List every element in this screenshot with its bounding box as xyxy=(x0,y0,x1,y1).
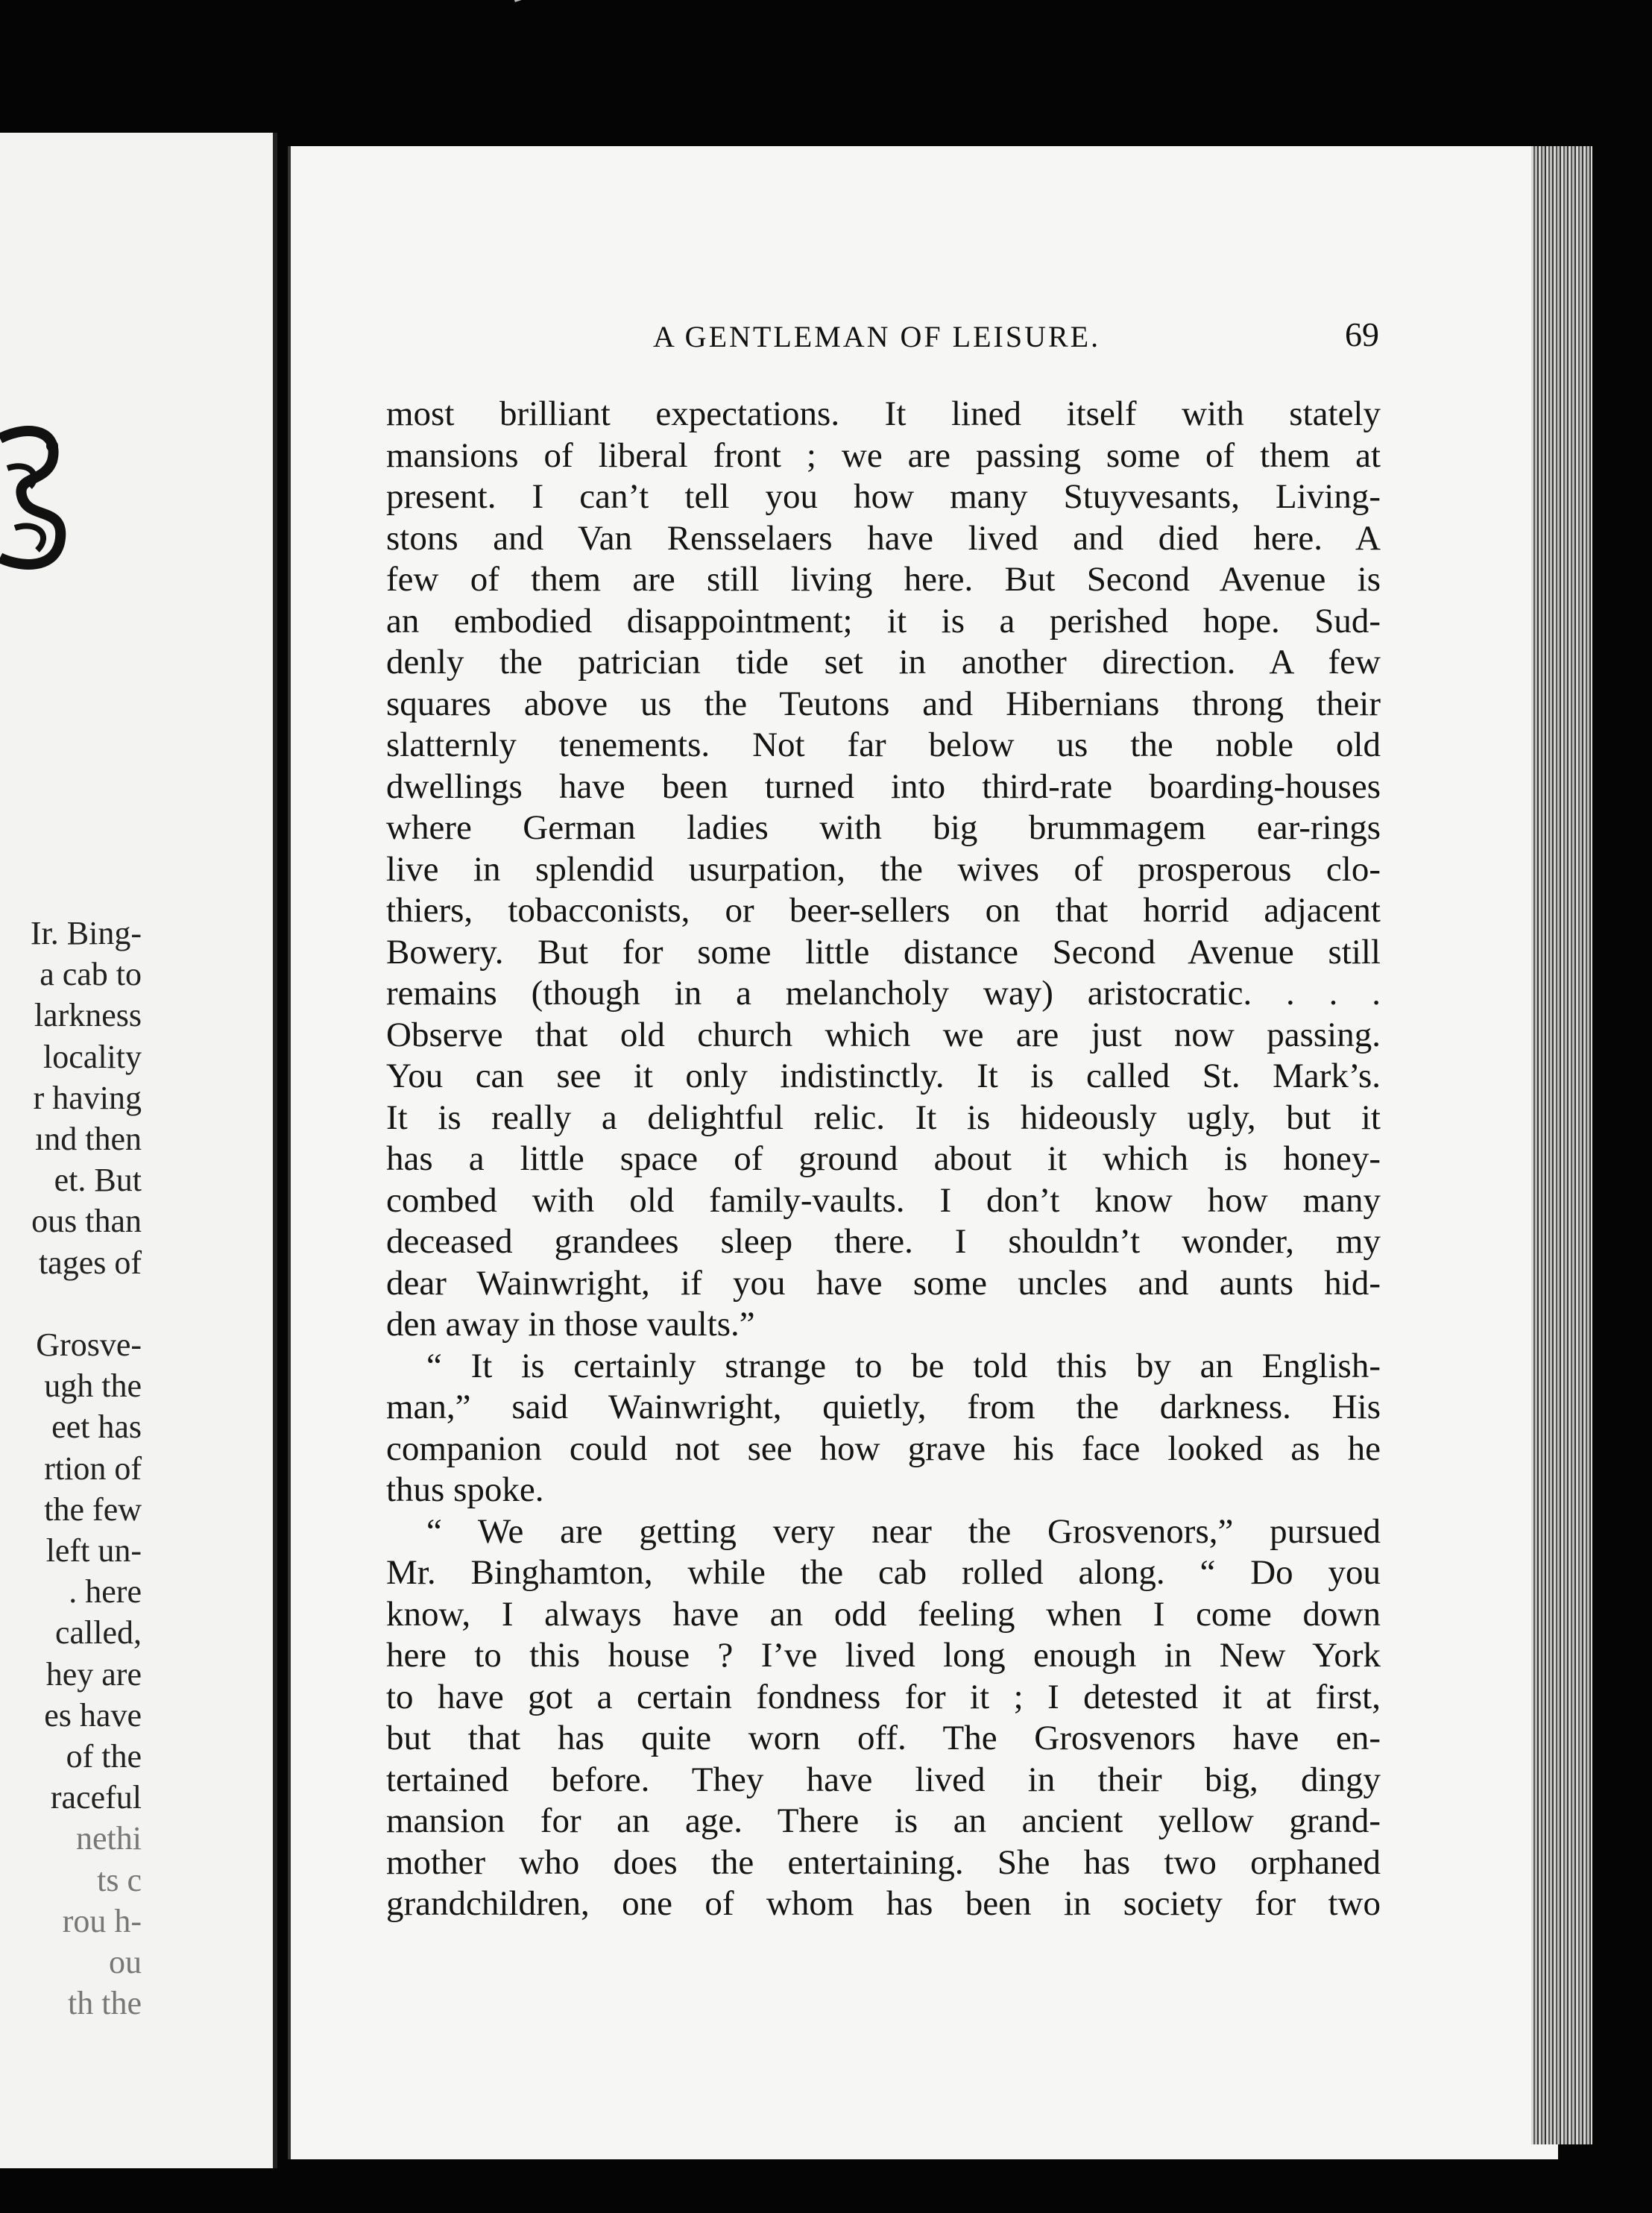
text-line: where German ladies with big brummagem ear-rings xyxy=(386,808,1381,847)
left-fragment: tages of xyxy=(38,1244,142,1281)
left-fragment: the few xyxy=(44,1490,142,1528)
text-line: Observe that old church which we are just now passing. xyxy=(386,1015,1381,1054)
left-fragment: ugh the xyxy=(44,1367,142,1405)
left-fragment xyxy=(0,1283,273,1324)
text-line: thus spoke. xyxy=(386,1470,544,1509)
running-head: A GENTLEMAN OF LEISURE. xyxy=(653,320,1101,353)
left-fragment: et. But xyxy=(54,1162,142,1199)
left-fragment: Ir. Bing- xyxy=(30,915,142,951)
left-fragment: Grosve- xyxy=(36,1326,142,1364)
text-line: live in splendid usurpation, the wives of prosperous clo- xyxy=(386,849,1381,889)
text-line: slatternly tenements. Not far below us the noble old xyxy=(386,725,1381,764)
left-page xyxy=(0,133,277,2168)
left-fragment: called, xyxy=(54,1614,142,1652)
text-line: thiers, tobacconists, or beer-sellers on that horrid adjacent xyxy=(386,891,1381,930)
left-fragment: ınd then xyxy=(35,1121,142,1158)
text-line: tertained before. They have lived in their big, dingy xyxy=(386,1760,1381,1799)
left-fragment: r having xyxy=(33,1079,142,1116)
left-fragment: th the xyxy=(68,1985,142,2022)
text-line: dear Wainwright, if you have some uncles and aunts hid- xyxy=(386,1263,1381,1303)
left-fragment: ous than xyxy=(31,1203,142,1240)
text-line: dwellings have been turned into third-rate boarding-houses xyxy=(386,766,1381,806)
left-fragment: left un- xyxy=(45,1532,142,1570)
text-line: den away in those vaults.” xyxy=(386,1305,755,1344)
left-fragment: ts c xyxy=(97,1861,142,1898)
left-fragment: eet has xyxy=(51,1408,142,1446)
text-line: most brilliant expectations. It lined itself with stately xyxy=(386,394,1381,433)
text-line: stons and Van Rensselaers have lived and died here. A xyxy=(386,518,1381,558)
left-fragment: nethi xyxy=(76,1820,142,1857)
text-line: here to this house ? I’ve lived long enough in New York xyxy=(386,1636,1381,1675)
text-line: mother who does the entertaining. She has two orphaned xyxy=(386,1842,1381,1882)
page-edges xyxy=(1531,146,1592,2144)
ornamental-initial-fragment xyxy=(0,416,75,588)
left-fragment: locality xyxy=(43,1038,142,1075)
left-fragment: larkness xyxy=(34,997,142,1034)
left-fragment: raceful xyxy=(50,1779,142,1816)
left-page-text-fragments xyxy=(0,913,273,2024)
text-line: Bowery. But for some little distance Second Avenue still xyxy=(386,932,1381,972)
text-line: has a little space of ground about it which is honey- xyxy=(386,1139,1381,1178)
text-line: mansions of liberal front ; we are passing some of them at xyxy=(386,435,1381,475)
text-line: mansion for an age. There is an ancient yellow grand- xyxy=(386,1801,1381,1840)
text-line: It is really a delightful relic. It is hideously ugly, but it xyxy=(386,1098,1381,1137)
text-line: present. I can’t tell you how many Stuyvesants, Living- xyxy=(386,477,1381,516)
text-line: combed with old family-vaults. I don’t know how many xyxy=(386,1180,1381,1220)
text-line: to have got a certain fondness for it ; I detested it at first, xyxy=(386,1677,1381,1716)
body-text xyxy=(386,394,1381,1925)
text-line: remains (though in a melancholy way) aristocratic. . . . xyxy=(386,974,1381,1013)
text-line: grandchildren, one of whom has been in society for two xyxy=(386,1884,1381,1923)
text-line: few of them are still living here. But Second Avenue is xyxy=(386,560,1381,599)
text-line: man,” said Wainwright, quietly, from the darkness. His xyxy=(386,1388,1381,1426)
text-line: deceased grandees sleep there. I shouldn’t wonder, my xyxy=(386,1222,1381,1261)
left-fragment: es have xyxy=(44,1696,142,1734)
left-fragment: a cab to xyxy=(40,956,142,993)
scan-scratch-mark xyxy=(514,0,602,31)
page-number: 69 xyxy=(1345,315,1379,353)
left-fragment: rou h- xyxy=(62,1902,142,1939)
text-line: You can see it only indistinctly. It is called St. Mark’s. xyxy=(386,1057,1381,1095)
text-line: denly the patrician tide set in another direction. A few xyxy=(386,643,1381,681)
left-fragment: rtion of xyxy=(44,1449,142,1487)
text-line: squares above us the Teutons and Hibernians throng their xyxy=(386,684,1381,723)
left-fragment: of the xyxy=(66,1738,142,1775)
text-line: “ We are getting very near the Grosvenors,” pursued xyxy=(426,1511,1381,1551)
text-line: “ It is certainly strange to be told this by an English- xyxy=(426,1346,1381,1385)
left-fragment: . here xyxy=(69,1573,142,1611)
text-line: but that has quite worn off. The Grosvenors have en- xyxy=(386,1719,1381,1757)
text-line: companion could not see how grave his face looked as he xyxy=(386,1429,1381,1468)
text-line: know, I always have an odd feeling when I come down xyxy=(386,1594,1381,1634)
text-line: Mr. Binghamton, while the cab rolled along. “ Do you xyxy=(386,1553,1381,1592)
text-line: an embodied disappointment; it is a perished hope. Sud- xyxy=(386,601,1381,640)
left-fragment: hey are xyxy=(45,1655,142,1693)
left-fragment: ou xyxy=(109,1944,142,1981)
